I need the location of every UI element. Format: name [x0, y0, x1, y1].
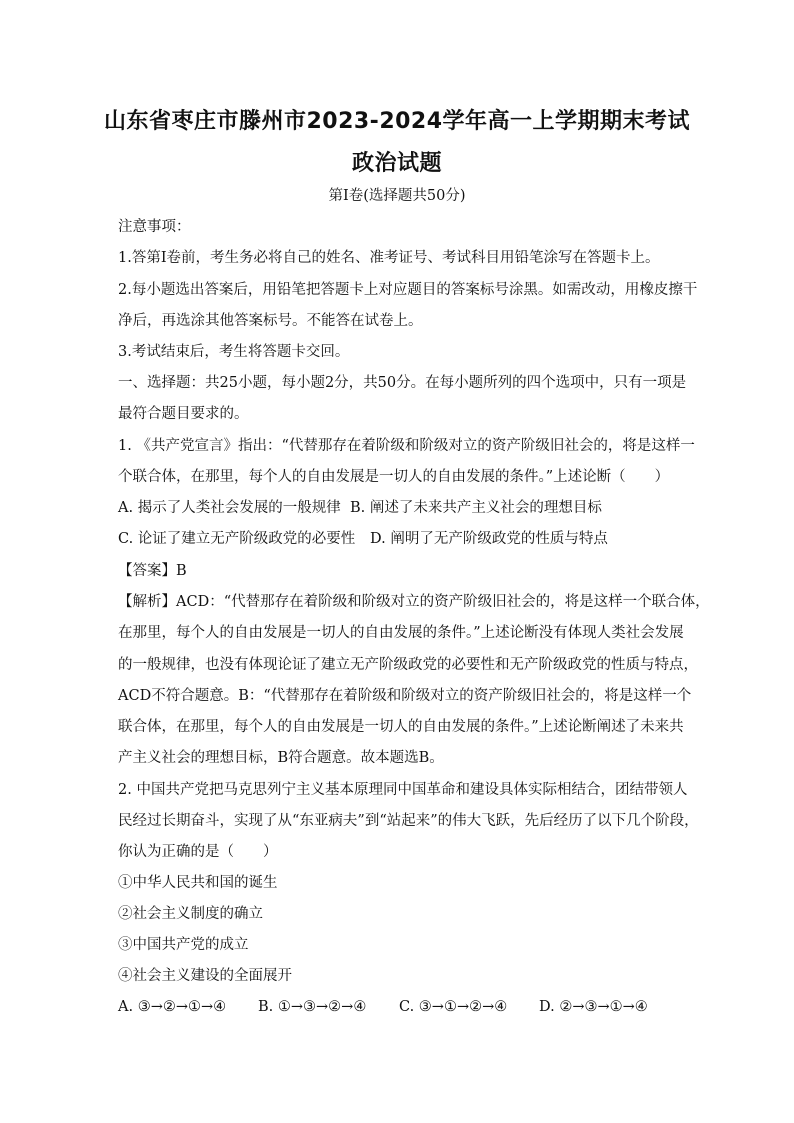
notes-heading: 注意事项：	[118, 219, 191, 235]
document-title: 山东省枣庄市滕州市2023-2024学年高一上学期期末考试	[103, 109, 691, 134]
note-item: 净后，再选涂其他答案标号。不能答在试卷上。	[118, 313, 423, 329]
question-1-stem: 个联合体，在那里，每个人的自由发展是一切人的自由发展的条件。”上述论断（ ）	[118, 469, 670, 485]
note-item: 3.考试结束后，考生将答题卡交回。	[118, 344, 350, 360]
question-1-answer: 【答案】B	[118, 563, 187, 579]
question-1-stem: 1. 《共产党宣言》指出：“代替那存在着阶级和阶级对立的资产阶级旧社会的，将是这样一	[118, 438, 695, 454]
question-2-item: ②社会主义制度的确立	[118, 906, 263, 922]
part-instructions: 一、选择题：共25小题，每小题2分，共50分。在每小题所列的四个选项中，只有一项是	[118, 375, 687, 391]
question-2-stem: 你认为正确的是（ ）	[118, 844, 278, 860]
question-1-analysis: 【解析】ACD：“代替那存在着阶级和阶级对立的资产阶级旧社会的，将是这样一个联合体，	[118, 594, 710, 610]
question-2-stem: 2. 中国共产党把马克思列宁主义基本原理同中国革命和建设具体实际相结合，团结带领人	[118, 782, 688, 798]
document-subtitle: 政治试题	[351, 151, 442, 176]
question-2-option-d: D. ②→③→①→④	[539, 999, 648, 1015]
question-1-option-d: D. 阐明了无产阶级政党的性质与特点	[370, 531, 608, 547]
question-1-option-b: B. 阐述了未来共产主义社会的理想目标	[350, 500, 602, 516]
question-2-stem: 民经过长期奋斗，实现了从“东亚病夫”到“站起来”的伟大飞跃，先后经历了以下几个阶段，	[118, 813, 699, 829]
question-1-analysis: 的一般规律，也没有体现论证了建立无产阶级政党的必要性和无产阶级政党的性质与特点，	[118, 657, 698, 673]
question-2-item: ①中华人民共和国的诞生	[118, 875, 278, 891]
question-1-option-c: C. 论证了建立无产阶级政党的必要性	[118, 531, 356, 547]
question-2-option-b: B. ①→③→②→④	[258, 999, 367, 1015]
question-1-analysis: 产主义社会的理想目标，B符合题意。故本题选B。	[118, 750, 444, 766]
note-item: 1.答第Ⅰ卷前，考生务必将自己的姓名、准考证号、考试科目用铅笔涂写在答题卡上。	[118, 250, 660, 266]
section-heading: 第Ⅰ卷(选择题共50分)	[328, 188, 466, 204]
question-1-option-a: A. 揭示了人类社会发展的一般规律	[118, 500, 341, 516]
question-1-analysis: 在那里，每个人的自由发展是一切人的自由发展的条件。”上述论断没有体现人类社会发展	[118, 625, 684, 641]
question-2-option-c: C. ③→①→②→④	[399, 999, 508, 1015]
question-2-item: ④社会主义建设的全面展开	[118, 968, 292, 984]
note-item: 2.每小题选出答案后，用铅笔把答题卡上对应题目的答案标号涂黑。如需改动，用橡皮擦干	[118, 282, 698, 298]
question-1-analysis: ACD不符合题意。B：“代替那存在着阶级和阶级对立的资产阶级旧社会的，将是这样一个	[118, 688, 692, 704]
question-1-analysis: 联合体，在那里，每个人的自由发展是一切人的自由发展的条件。”上述论断阐述了未来共	[118, 719, 684, 735]
question-2-option-a: A. ③→②→①→④	[118, 999, 227, 1015]
question-2-item: ③中国共产党的成立	[118, 937, 249, 953]
part-instructions: 最符合题目要求的。	[118, 406, 249, 422]
